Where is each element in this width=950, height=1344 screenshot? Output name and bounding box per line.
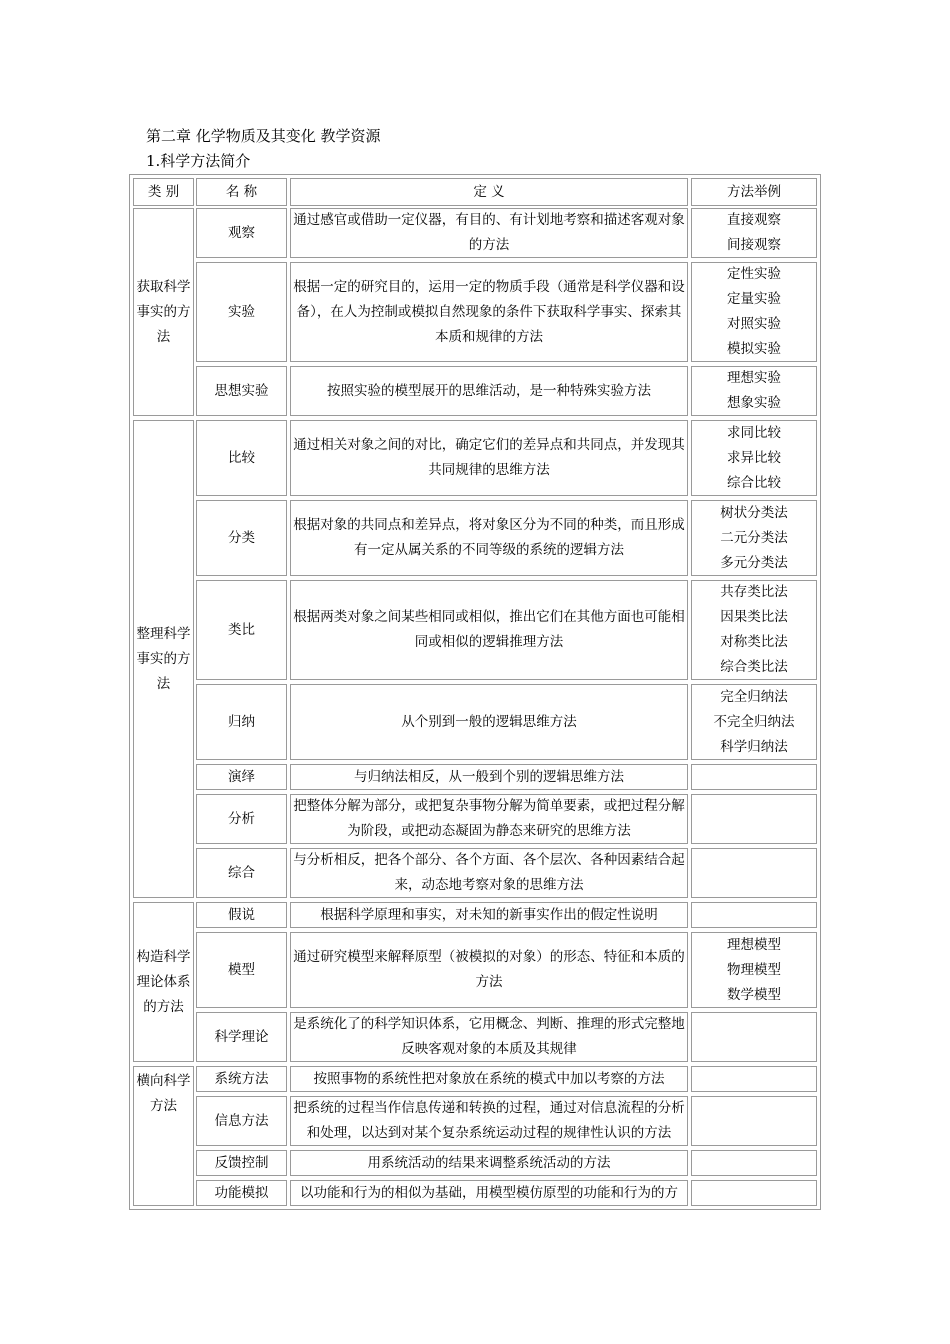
example-item: 定性实验 [727,266,781,282]
method-examples [691,848,817,898]
method-examples [691,684,817,760]
method-name: 功能模拟 [196,1180,287,1206]
method-definition: 把整体分解为部分，或把复杂事物分解为简单要素，或把过程分解为阶段，或把动态凝固为静态来研究的思维方法 [290,794,688,844]
example-item: 因果类比法 [720,609,788,625]
method-examples [691,1066,817,1092]
category-label: 整理科学事实的方法 [136,625,191,692]
method-examples [691,208,817,258]
category-cell [133,208,194,416]
example-item: 完全归纳法 [720,688,788,705]
method-examples [691,1180,817,1206]
example-item: 科学归纳法 [720,738,788,755]
method-name: 分类 [196,500,287,576]
header-examples: 方法举例 [691,178,817,206]
example-item: 对照实验 [727,316,781,332]
method-definition: 根据科学原理和事实，对未知的新事实作出的假定性说明 [290,902,688,928]
method-definition: 根据一定的研究目的，运用一定的物质手段（通常是科学仪器和设备），在人为控制或模拟自然现象的条件下获取科学事实、探索其本质和规律的方法 [290,262,688,362]
method-examples [691,580,817,680]
method-name: 假说 [196,902,287,928]
example-item: 综合类比法 [720,659,788,675]
method-name: 演绎 [196,764,287,790]
method-name: 分析 [196,794,287,844]
method-name: 比较 [196,420,287,496]
page-title: 第二章 化学物质及其变化 教学资源 [146,127,381,145]
method-definition: 通过相关对象之间的对比，确定它们的差异点和共同点，并发现其共同规律的思维方法 [290,420,688,496]
method-name: 系统方法 [196,1066,287,1092]
example-item: 共存类比法 [720,584,788,600]
example-item: 定量实验 [727,291,781,307]
method-examples [691,1012,817,1062]
method-name: 类比 [196,580,287,680]
example-item: 模拟实验 [727,341,781,357]
method-examples [691,500,817,576]
method-name: 观察 [196,208,287,258]
example-item: 想象实验 [727,395,781,411]
example-item: 综合比较 [727,474,781,491]
category-label: 构造科学理论体系的方法 [136,948,191,1015]
method-name: 反馈控制 [196,1150,287,1176]
method-definition: 与分析相反，把各个部分、各个方面、各个层次、各种因素结合起来，动态地考察对象的思维方法 [290,848,688,898]
header-definition: 定 义 [290,178,688,206]
category-cell [133,902,194,1062]
example-item: 数学模型 [727,986,781,1003]
method-name: 实验 [196,262,287,362]
method-definition: 把系统的过程当作信息传递和转换的过程，通过对信息流程的分析和处理，以达到对某个复杂系统运动过程的规律性认识的方法 [290,1096,688,1146]
method-name: 归纳 [196,684,287,760]
method-name: 信息方法 [196,1096,287,1146]
method-definition: 是系统化了的科学知识体系，它用概念、判断、推理的形式完整地反映客观对象的本质及其规律 [290,1012,688,1062]
example-item: 物理模型 [727,961,781,978]
method-definition: 与归纳法相反，从一般到个别的逻辑思维方法 [290,764,688,790]
category-cell [133,1066,194,1206]
method-definition: 根据对象的共同点和差异点，将对象区分为不同的种类，而且形成有一定从属关系的不同等级的系统的逻辑方法 [290,500,688,576]
example-item: 二元分类法 [720,529,788,546]
method-definition: 用系统活动的结果来调整系统活动的方法 [290,1150,688,1176]
method-name: 思想实验 [196,366,287,416]
example-item: 求异比较 [727,449,781,466]
example-item: 理想模型 [727,936,781,953]
example-item: 间接观察 [727,237,781,253]
method-name: 模型 [196,932,287,1008]
category-cell [133,420,194,898]
method-definition: 按照实验的模型展开的思维活动，是一种特殊实验方法 [290,366,688,416]
method-examples [691,1150,817,1176]
method-definition: 通过感官或借助一定仪器，有目的、有计划地考察和描述客观对象的方法 [290,208,688,258]
example-item: 多元分类法 [720,554,788,571]
method-examples [691,794,817,844]
method-definition: 根据两类对象之间某些相同或相似，推出它们在其他方面也可能相同或相似的逻辑推理方法 [290,580,688,680]
method-name: 综合 [196,848,287,898]
method-definition: 通过研究模型来解释原型（被模拟的对象）的形态、特征和本质的方法 [290,932,688,1008]
example-item: 理想实验 [727,370,781,386]
header-name: 名 称 [196,178,287,206]
method-examples [691,366,817,416]
example-item: 不完全归纳法 [713,713,795,730]
method-definition: 以功能和行为的相似为基础，用模型模仿原型的功能和行为的方 [290,1180,688,1206]
method-examples [691,932,817,1008]
header-category: 类 别 [133,178,194,206]
category-label: 获取科学事实的方法 [136,278,191,345]
method-examples [691,420,817,496]
method-examples [691,262,817,362]
section-title: 1.科学方法简介 [146,152,251,170]
method-definition: 按照事物的系统性把对象放在系统的模式中加以考察的方法 [290,1066,688,1092]
example-item: 求同比较 [727,424,781,441]
method-examples [691,1096,817,1146]
method-examples [691,764,817,790]
category-label: 横向科学方法 [136,1073,191,1114]
method-definition: 从个别到一般的逻辑思维方法 [290,684,688,760]
example-item: 直接观察 [727,212,781,228]
method-examples [691,902,817,928]
example-item: 树状分类法 [720,504,788,521]
example-item: 对称类比法 [720,634,788,650]
method-name: 科学理论 [196,1012,287,1062]
